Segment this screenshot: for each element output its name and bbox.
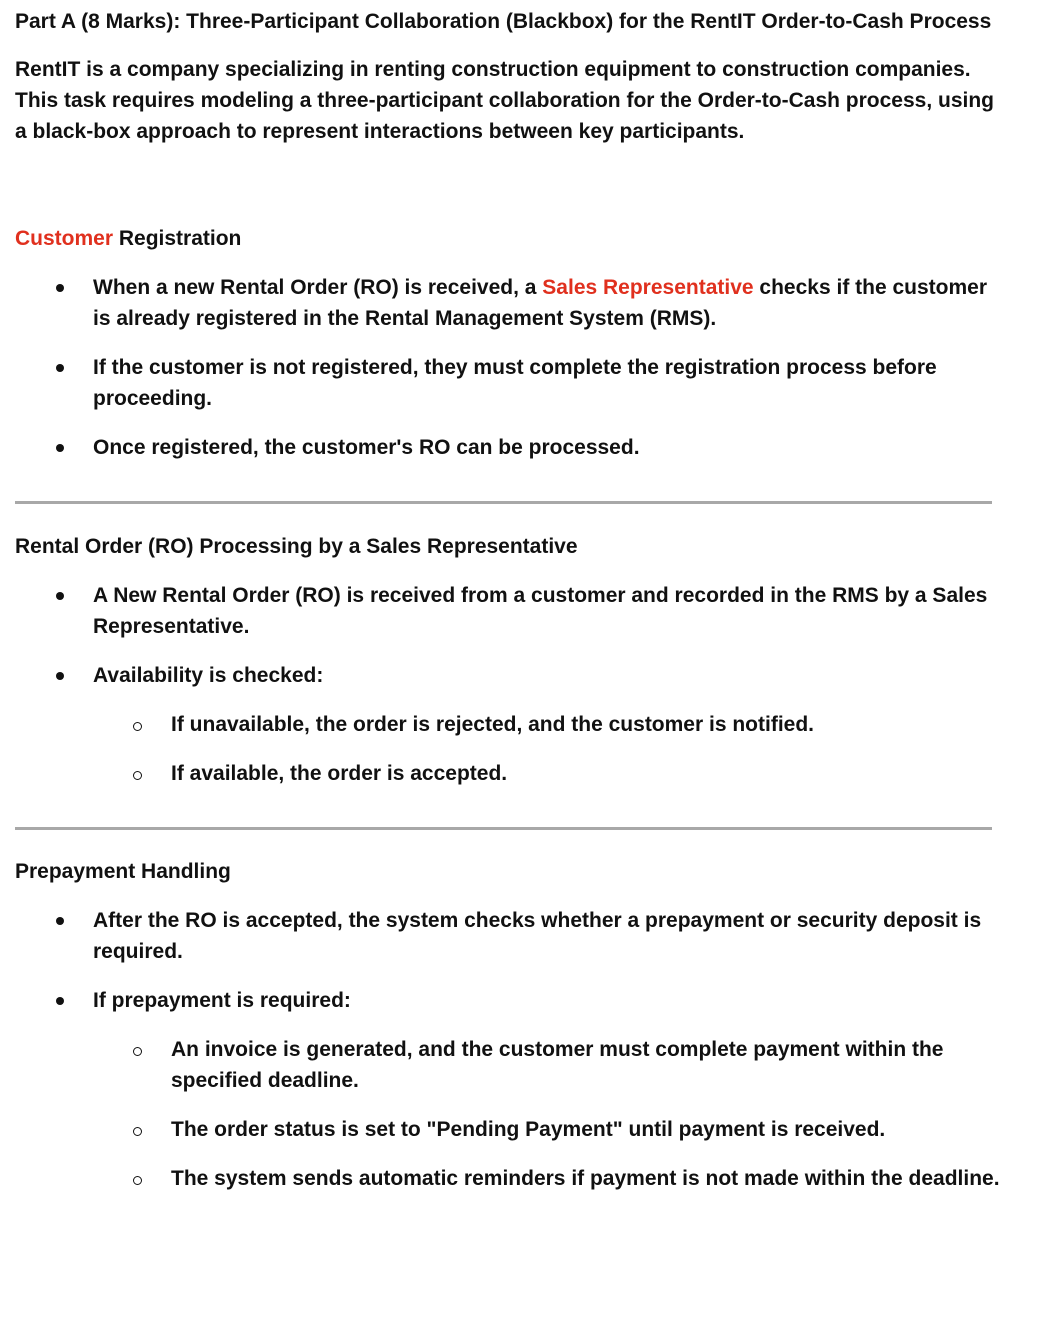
sub-bullet-text: An invoice is generated, and the customer must complete payment within the specified deadline. [171,1038,944,1092]
hollow-circle-bullet-icon [133,722,142,731]
bullet-icon [56,444,64,452]
horizontal-divider [15,827,992,830]
heading-rest-registration: Registration [113,227,242,250]
document-title: Part A (8 Marks): Three-Participant Collaboration (Blackbox) for the RentIT Order-to-Cash Process [15,10,992,33]
bullet-text: After the RO is accepted, the system checks whether a prepayment or security deposit is required. [93,909,982,963]
sub-bullet-text: If available, the order is accepted. [171,762,508,785]
section-heading-customer-registration [15,223,1000,254]
sub-bullet-text: If unavailable, the order is rejected, and the customer is notified. [171,713,814,736]
prepayment-list [15,905,1000,1016]
bullet-text-after: checks if the customer is already registered in the Rental Management System (RMS). [93,276,988,330]
section-heading-prepayment: Prepayment Handling [15,860,231,883]
hollow-circle-bullet-icon [133,1047,142,1056]
customer-registration-list [15,272,1000,463]
list-item [15,660,1000,691]
sub-list-item [15,758,1000,789]
horizontal-divider [15,501,992,504]
sub-list-item [15,1034,1000,1096]
hollow-circle-bullet-icon [133,1176,142,1185]
sub-bullet-text: The system sends automatic reminders if payment is not made within the deadline. [171,1167,1000,1190]
bullet-icon [56,592,64,600]
bullet-icon [56,284,64,292]
intro-paragraph: RentIT is a company specializing in renting construction equipment to construction companies. This task requires modeling a three-participant collaboration for the Order-to-Cash process, using a black-box approach to represent interactions between key participants. [15,58,995,143]
bullet-text: Availability is checked: [93,664,324,687]
hollow-circle-bullet-icon [133,1127,142,1136]
bullet-text: If prepayment is required: [93,989,351,1012]
list-item [15,352,1000,414]
bullet-text: Once registered, the customer's RO can be processed. [93,436,640,459]
bullet-icon [56,364,64,372]
bullet-text-before: When a new Rental Order (RO) is received, a [93,276,543,299]
sub-list-item [15,709,1000,740]
bullet-icon [56,672,64,680]
sub-bullet-text: The order status is set to "Pending Payment" until payment is received. [171,1118,886,1141]
ro-processing-list [15,580,1000,691]
bullet-icon [56,997,64,1005]
hollow-circle-bullet-icon [133,771,142,780]
list-item [15,985,1000,1016]
document-page [15,6,1000,1194]
sub-list-item [15,1163,1000,1194]
accent-sales-representative: Sales Representative [542,276,754,299]
bullet-text: A New Rental Order (RO) is received from a customer and recorded in the RMS by a Sales Representative. [93,584,988,638]
list-item [15,272,1000,334]
bullet-text: If the customer is not registered, they must complete the registration process before proceeding. [93,356,937,410]
prepayment-sublist [15,1034,1000,1194]
bullet-icon [56,917,64,925]
availability-sublist [15,709,1000,789]
list-item [15,580,1000,642]
section-heading-ro-processing: Rental Order (RO) Processing by a Sales Representative [15,535,578,558]
heading-accent-customer: Customer [15,227,114,250]
list-item [15,432,1000,463]
list-item [15,905,1000,967]
sub-list-item [15,1114,1000,1145]
